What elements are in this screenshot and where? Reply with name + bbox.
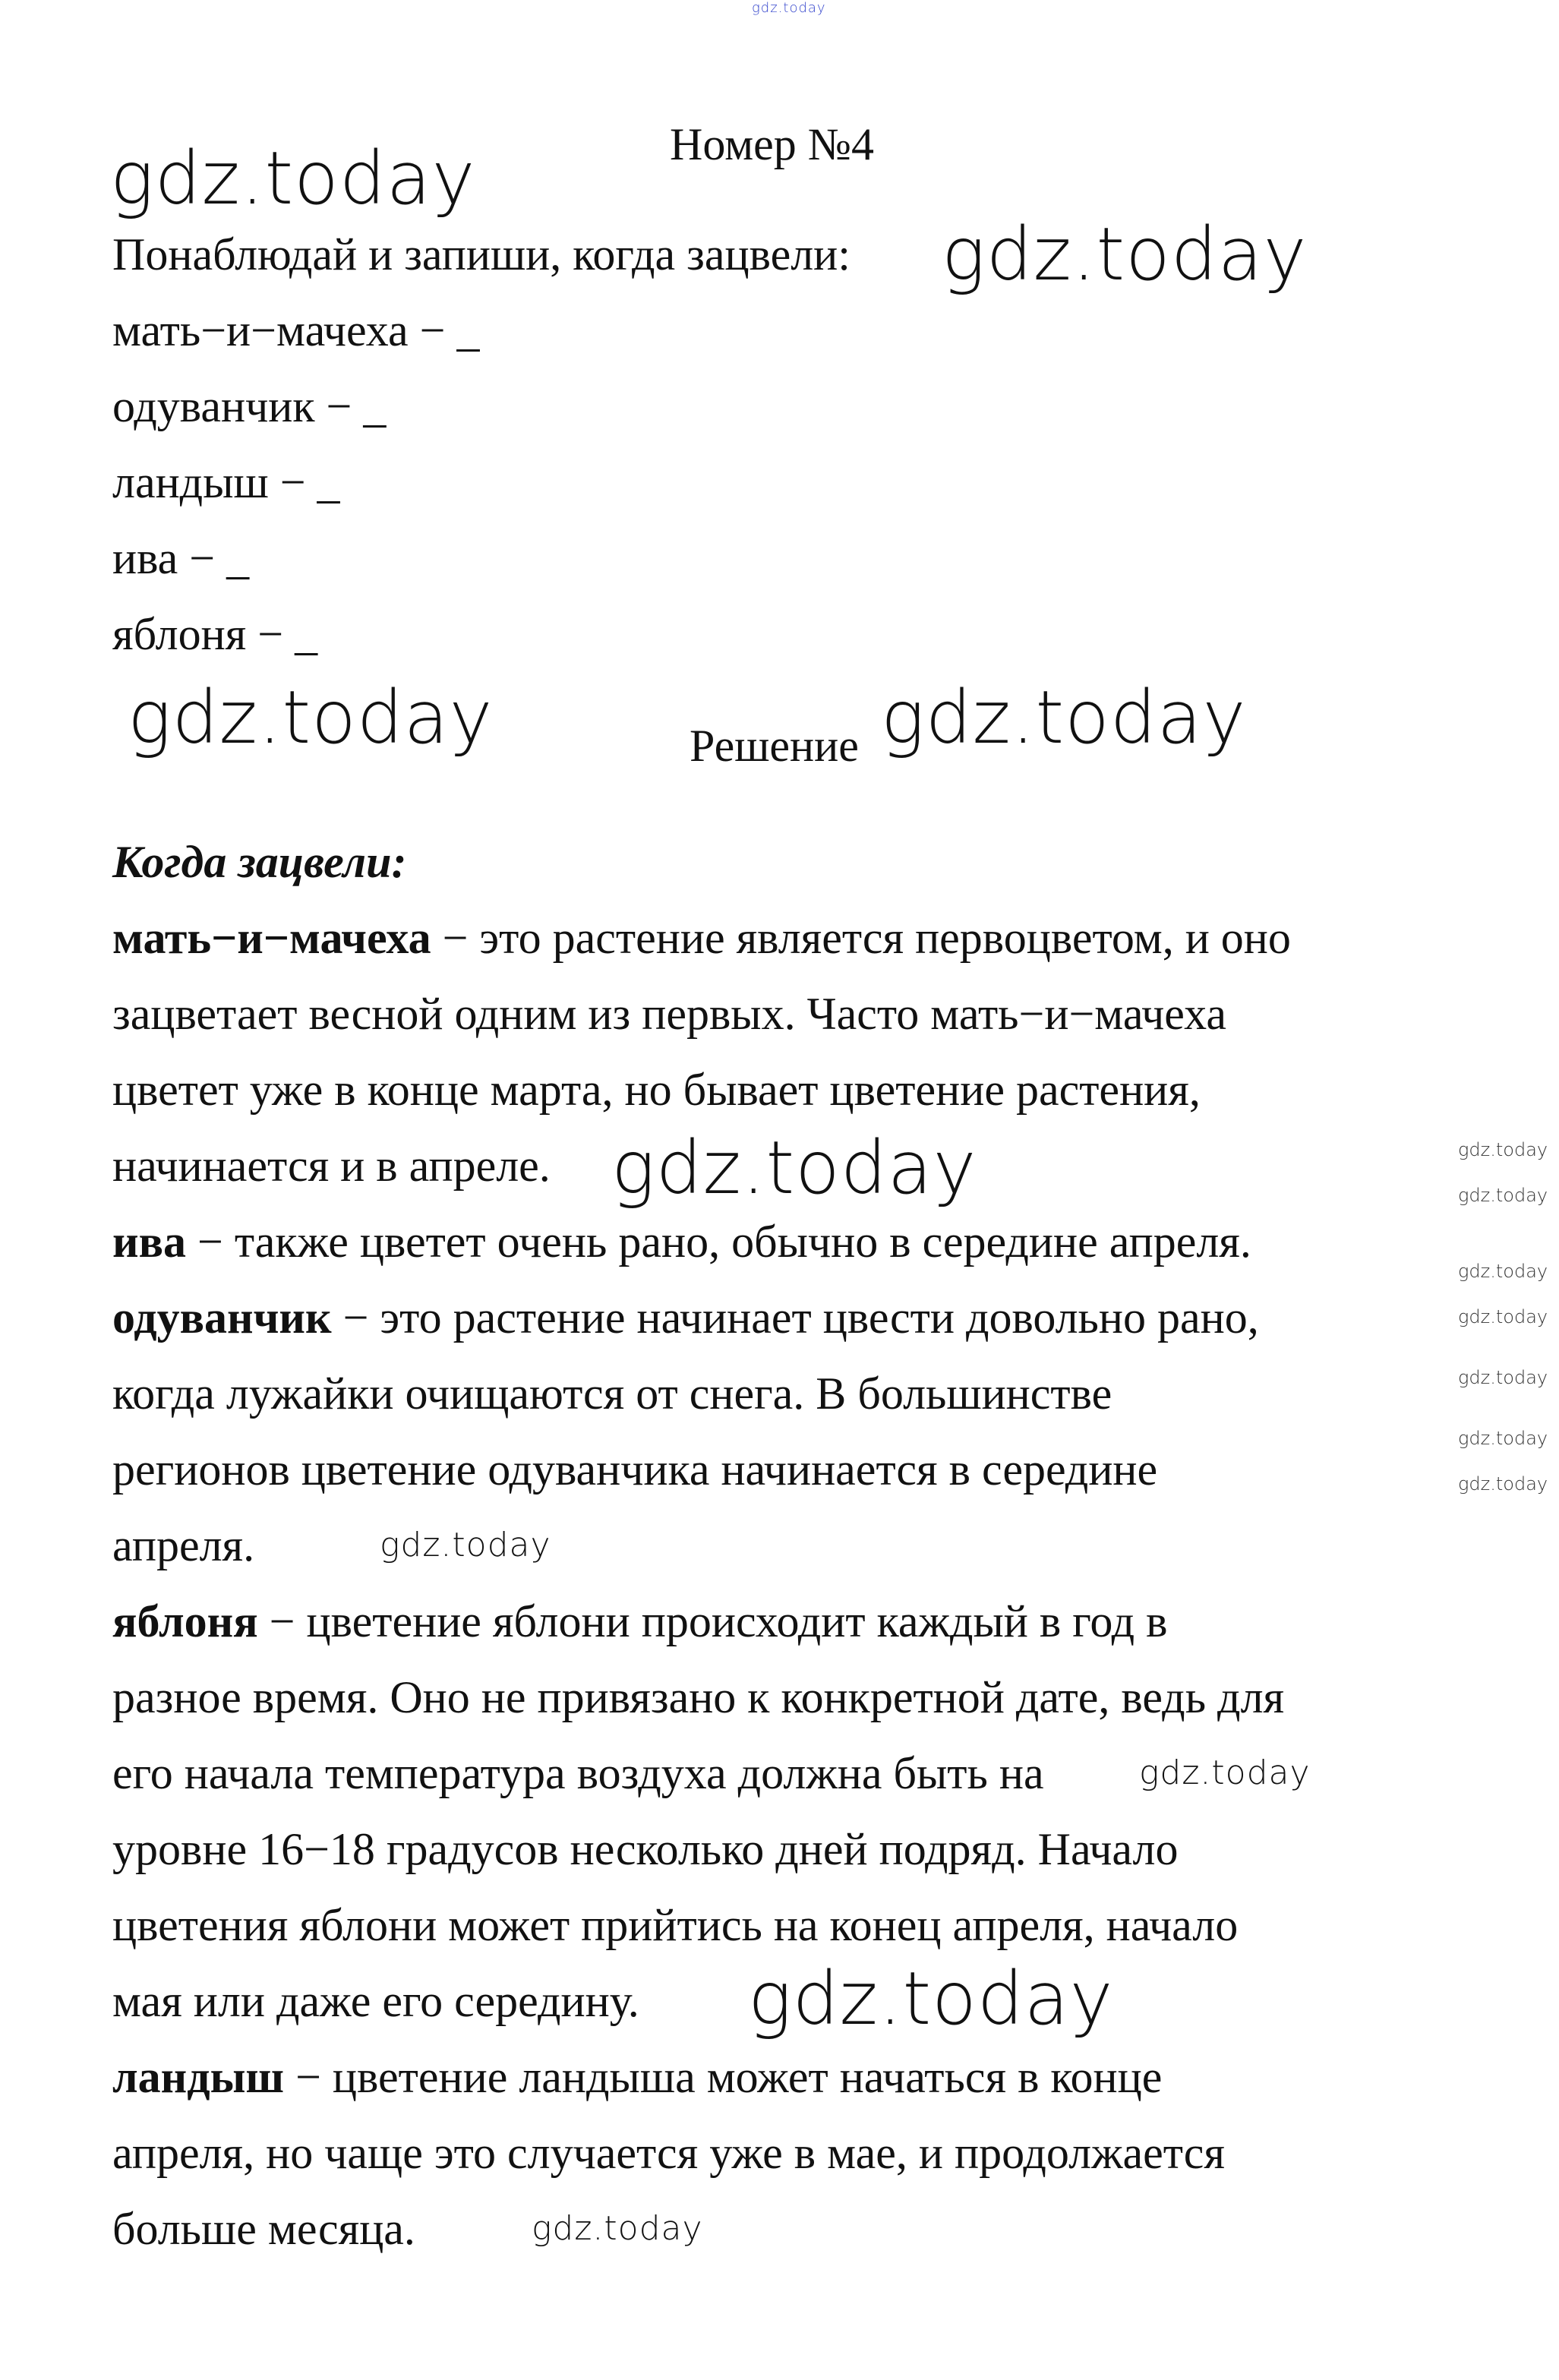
solution-line (112, 1135, 551, 1196)
solution-heading: Решение (690, 721, 859, 771)
watermark: gdz.today (881, 675, 1247, 760)
task-prompt: Понаблюдай и запиши, когда зацвели: (112, 229, 851, 279)
solution-line (112, 1743, 1044, 1804)
watermark: gdz.today (1458, 1185, 1548, 1206)
line-text: − цветение яблони происходит каждый в год в (257, 1596, 1168, 1646)
task-item: мать−и−мачеха − _ (112, 305, 480, 355)
solution-line (112, 1667, 1284, 1728)
line-text: начинается и в апреле. (112, 1141, 551, 1191)
watermark: gdz.today (942, 212, 1308, 297)
solution-line (112, 1363, 1112, 1424)
solution-line (112, 1819, 1178, 1880)
solution-line (112, 1971, 639, 2031)
watermark: gdz.today (128, 675, 494, 760)
watermark: gdz.today (1458, 1139, 1548, 1160)
line-text: зацветает весной одним из первых. Часто мать−и−мачеха (112, 989, 1226, 1039)
line-text: мая или даже его середину. (112, 1976, 639, 2026)
line-text: − цветение ландыша может начаться в конце (284, 2052, 1163, 2102)
line-text: − это растение является первоцветом, и оно (431, 913, 1291, 963)
solution-line (112, 1287, 1259, 1348)
solution-line (112, 1211, 1251, 1272)
line-text: апреля. (112, 1520, 255, 1570)
solution-line (112, 907, 1291, 968)
plant-name: ландыш (112, 2052, 285, 2102)
solution-line (112, 2123, 1225, 2183)
solution-line (112, 983, 1226, 1044)
solution-line (112, 2047, 1162, 2107)
line-text: цветет уже в конце марта, но бывает цветение растения, (112, 1065, 1201, 1115)
task-item: одуванчик − _ (112, 381, 387, 431)
line-text: когда лужайки очищаются от снега. В большинстве (112, 1368, 1112, 1419)
task-item: яблоня − _ (112, 609, 318, 659)
watermark: gdz.today (110, 136, 476, 221)
watermark: gdz.today (611, 1125, 977, 1211)
watermark: gdz.today (1458, 1428, 1548, 1449)
solution-line (112, 2199, 415, 2259)
line-text: − также цветет очень рано, обычно в середине апреля. (185, 1217, 1251, 1267)
line-text: цветения яблони может прийтись на конец апреля, начало (112, 1900, 1239, 1950)
watermark: gdz.today (1458, 1306, 1548, 1327)
watermark-top[interactable]: gdz.today (752, 0, 826, 16)
page-title: Номер №4 (670, 119, 875, 169)
line-text: его начала температура воздуха должна быть на (112, 1748, 1044, 1798)
watermark: gdz.today (1458, 1261, 1548, 1282)
solution-line (112, 1059, 1201, 1120)
task-item: ландыш − _ (112, 457, 340, 507)
solution-line (112, 1439, 1157, 1500)
watermark: gdz.today (1458, 1367, 1548, 1388)
watermark: gdz.today (748, 1956, 1114, 2041)
solution-subheading: Когда зацвели: (112, 837, 407, 887)
watermark: gdz.today (1139, 1753, 1311, 1792)
watermark: gdz.today (532, 2209, 703, 2248)
line-text: уровне 16−18 градусов несколько дней подряд. Начало (112, 1824, 1179, 1874)
solution-line (112, 1895, 1238, 1955)
plant-name: одуванчик (112, 1293, 332, 1343)
line-text: регионов цветение одуванчика начинается в середине (112, 1444, 1158, 1495)
solution-line (112, 1515, 254, 1576)
plant-name: мать−и−мачеха (112, 913, 431, 963)
watermark: gdz.today (1458, 1473, 1548, 1495)
task-item: ива − _ (112, 533, 250, 583)
line-text: − это растение начинает цвести довольно рано, (331, 1293, 1259, 1343)
line-text: апреля, но чаще это случается уже в мае, и продолжается (112, 2128, 1225, 2178)
watermark: gdz.today (380, 1526, 551, 1564)
plant-name: яблоня (112, 1596, 258, 1646)
solution-line (112, 1591, 1167, 1652)
line-text: разное время. Оно не привязано к конкретной дате, ведь для (112, 1672, 1285, 1722)
plant-name: ива (112, 1217, 186, 1267)
line-text: больше месяца. (112, 2204, 415, 2254)
